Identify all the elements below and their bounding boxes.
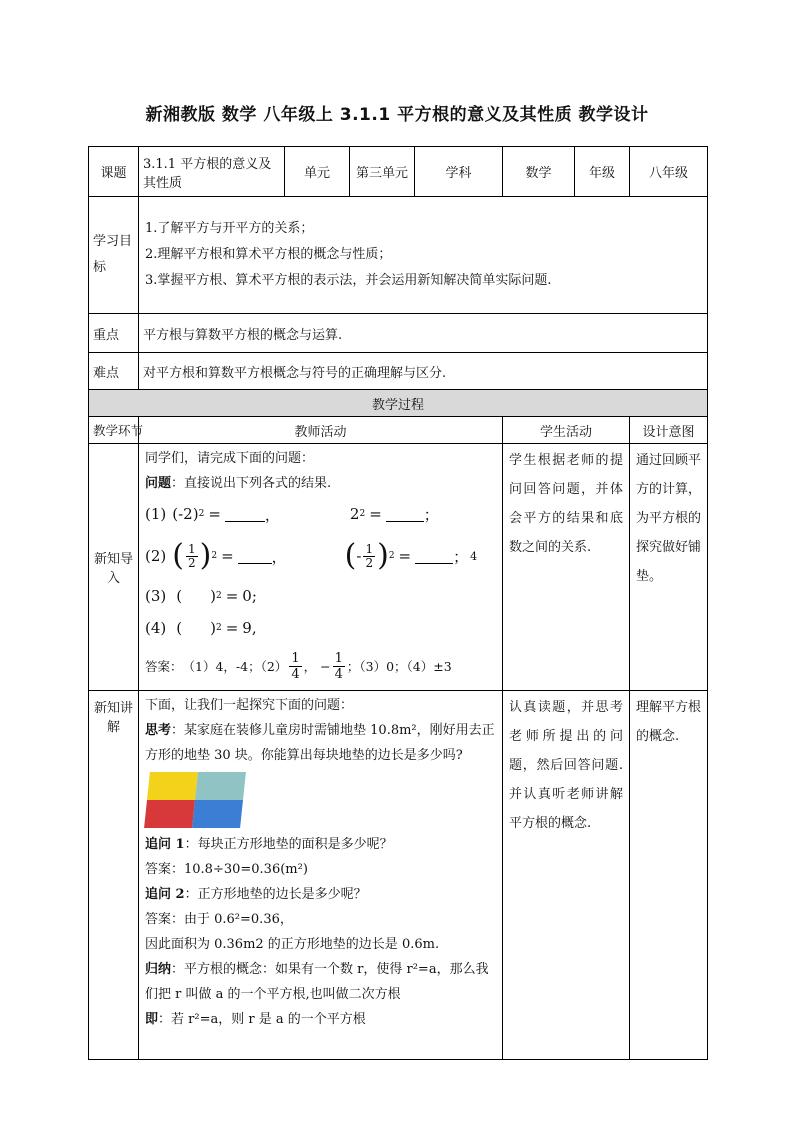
math-eq: = bbox=[208, 505, 221, 523]
math-value: 9 bbox=[242, 619, 252, 637]
math-eq: = bbox=[225, 619, 239, 637]
stage-name: 新知讲解 bbox=[89, 691, 139, 1060]
teacher-activity bbox=[139, 444, 503, 691]
goals-list bbox=[139, 197, 708, 314]
frac-den: 4 bbox=[291, 666, 300, 682]
mat-tile bbox=[147, 772, 198, 800]
math-line-2: (2) ( $\frac{1}{2}$ ) 2 = ， ( - $\frac{1}{2}$ ) 2 = ； 4 bbox=[145, 538, 478, 573]
math-line-1: (1) (-2) 2 = ， 2 2 = ； bbox=[145, 505, 439, 524]
fraction bbox=[363, 543, 375, 570]
follow2-label: 追问 2 bbox=[145, 887, 185, 902]
math-exp: 2 bbox=[215, 591, 222, 601]
col-stage: 教学环节 bbox=[89, 417, 139, 444]
purpose-text: 理解平方根的概念. bbox=[636, 700, 702, 744]
unit-label: 单元 bbox=[285, 147, 350, 197]
think-label: 思考 bbox=[145, 723, 172, 738]
math-exp: 2 bbox=[359, 509, 366, 519]
answer-blank bbox=[238, 549, 272, 564]
math-eq: = bbox=[225, 587, 239, 605]
key-point-text: 平方根与算数平方根的概念与运算. bbox=[139, 314, 708, 353]
key-point-row bbox=[89, 314, 708, 353]
math-exp: 2 bbox=[215, 623, 222, 633]
question-label: 问题 bbox=[145, 476, 172, 491]
math-exp: 2 bbox=[388, 551, 395, 561]
section-explain-row bbox=[89, 691, 708, 1060]
grade-label: 年级 bbox=[575, 147, 630, 197]
lesson-plan-table bbox=[88, 146, 708, 1060]
topic-value: 3.1.1 平方根的意义及其性质 bbox=[139, 147, 285, 197]
goals-row bbox=[89, 197, 708, 314]
design-purpose bbox=[630, 444, 708, 691]
follow1-text: ：每块正方形地垫的面积是多少呢？ bbox=[184, 837, 393, 852]
follow2-text: ：正方形地垫的边长是多少呢？ bbox=[184, 887, 367, 902]
goal-item: 3.掌握平方根、算术平方根的表示法，并会运用新知解决简单实际问题. bbox=[145, 273, 552, 288]
teacher-activity bbox=[139, 691, 503, 1060]
item-number: (2) bbox=[145, 547, 167, 565]
difficulty-row bbox=[89, 353, 708, 390]
math-value: 0 bbox=[242, 587, 252, 605]
follow1-label: 追问 1 bbox=[145, 837, 185, 852]
frac-num: 1 bbox=[187, 541, 196, 556]
intro-text: 下面，让我们一起探究下面的问题： bbox=[145, 698, 354, 713]
subject-label: 学科 bbox=[415, 147, 503, 197]
math-line-3: (3) ( ) 2 = 0 ; bbox=[145, 587, 257, 605]
design-purpose bbox=[630, 691, 708, 1060]
purpose-text: 通过回顾平方的计算，为平方根的探究做好铺垫。 bbox=[636, 453, 702, 584]
col-teacher: 教师活动 bbox=[139, 417, 503, 444]
answer-blank bbox=[225, 507, 265, 522]
student-text: 学生根据老师的提问回答问题，并体会平方的结果和底数之间的关系. bbox=[509, 453, 623, 555]
goals-label: 学习目标 bbox=[89, 197, 139, 314]
fraction bbox=[333, 651, 345, 682]
math-eq: = bbox=[398, 547, 412, 565]
grade-value: 八年级 bbox=[630, 147, 708, 197]
process-header-row bbox=[89, 390, 708, 417]
stage-name: 新知导入 bbox=[89, 444, 139, 691]
col-purpose: 设计意图 bbox=[630, 417, 708, 444]
goal-item: 1.了解平方与开平方的关系； bbox=[145, 221, 314, 236]
difficulty-label: 难点 bbox=[89, 353, 139, 390]
mat-tile bbox=[144, 800, 195, 828]
item-number: (4) bbox=[145, 619, 167, 637]
math-base: (-2) bbox=[172, 505, 199, 523]
answer2b-text: 因此面积为 0.36m2 的正方形地垫的边长是 0.6m. bbox=[145, 937, 440, 952]
answer-text: ， bbox=[303, 659, 317, 674]
goal-item: 2.理解平方根和算术平方根的概念与性质； bbox=[145, 247, 392, 262]
frac-num: 1 bbox=[291, 650, 300, 666]
frac-num: 1 bbox=[365, 541, 374, 556]
info-row bbox=[89, 147, 708, 197]
answer2a-text: 答案：由于 0.6²=0.36， bbox=[145, 912, 293, 927]
process-header: 教学过程 bbox=[89, 390, 708, 417]
student-activity bbox=[503, 691, 630, 1060]
subject-value: 数学 bbox=[503, 147, 575, 197]
intro-text: 同学们，请完成下面的问题： bbox=[145, 451, 315, 466]
mat-tile bbox=[195, 772, 246, 800]
thus-text: ：若 r²=a，则 r 是 a 的一个平方根 bbox=[158, 1012, 366, 1027]
answer-blank bbox=[386, 507, 424, 522]
key-point-label: 重点 bbox=[89, 314, 139, 353]
topic-label: 课题 bbox=[89, 147, 139, 197]
col-student: 学生活动 bbox=[503, 417, 630, 444]
frac-den: 2 bbox=[187, 555, 196, 570]
answer-text: ；（3）0；（4）±3 bbox=[346, 659, 452, 674]
difficulty-text: 对平方根和算数平方根概念与符号的正确理解与区分. bbox=[139, 353, 708, 390]
answer-line: 答案： （1）4，-4；（2） $\frac{1}{4}$ ， − $\frac{1}{4}$ ；（3）0；（4）±3 bbox=[145, 650, 452, 682]
frac-num: 1 bbox=[334, 650, 343, 666]
floor-mat-image bbox=[144, 772, 246, 828]
conclude-label: 归纳 bbox=[145, 962, 172, 977]
math-eq: = bbox=[221, 547, 234, 565]
math-exp: 2 bbox=[198, 509, 205, 519]
question-text: ：直接说出下列各式的结果. bbox=[171, 476, 332, 491]
answer-blank bbox=[415, 549, 453, 564]
answer-text: （1）4，-4；（2） bbox=[182, 659, 288, 674]
section-intro-row bbox=[89, 444, 708, 691]
math-base: 2 bbox=[349, 505, 360, 523]
item-number: (1) bbox=[145, 505, 167, 523]
mat-tile bbox=[192, 800, 243, 828]
math-line-4: (4) ( ) 2 = 9 , bbox=[145, 619, 257, 637]
student-text: 认真读题，并思考老师所提出的问题，然后回答问题.并认真听老师讲解平方根的概念. bbox=[509, 700, 623, 831]
fraction bbox=[186, 543, 198, 570]
student-activity bbox=[503, 444, 630, 691]
think-text: ：某家庭在装修儿童房时需铺地垫 10.8m²，刚好用去正方形的地垫 30 块。你能算出每块地垫的边长是多少吗? bbox=[145, 723, 495, 763]
fraction bbox=[289, 651, 301, 682]
conclude-text: ：平方根的概念：如果有一个数 r，使得 r²=a，那么我们把 r 叫做 a 的一个平方根,也叫做二次方根 bbox=[145, 962, 489, 1002]
thus-label: 即 bbox=[145, 1012, 159, 1027]
stray-mark: 4 bbox=[470, 549, 478, 563]
math-exp: 2 bbox=[211, 551, 218, 561]
item-number: (3) bbox=[145, 587, 167, 605]
unit-value: 第三单元 bbox=[350, 147, 415, 197]
frac-den: 4 bbox=[334, 666, 343, 682]
math-eq: = bbox=[369, 505, 382, 523]
answer1-text: 答案：10.8÷30=0.36(m²) bbox=[145, 862, 308, 877]
answer-label: 答案： bbox=[145, 659, 183, 674]
document-title: 新湘教版 数学 八年级上 3.1.1 平方根的意义及其性质 教学设计 bbox=[145, 105, 649, 125]
frac-den: 2 bbox=[365, 555, 374, 570]
column-header-row bbox=[89, 417, 708, 444]
